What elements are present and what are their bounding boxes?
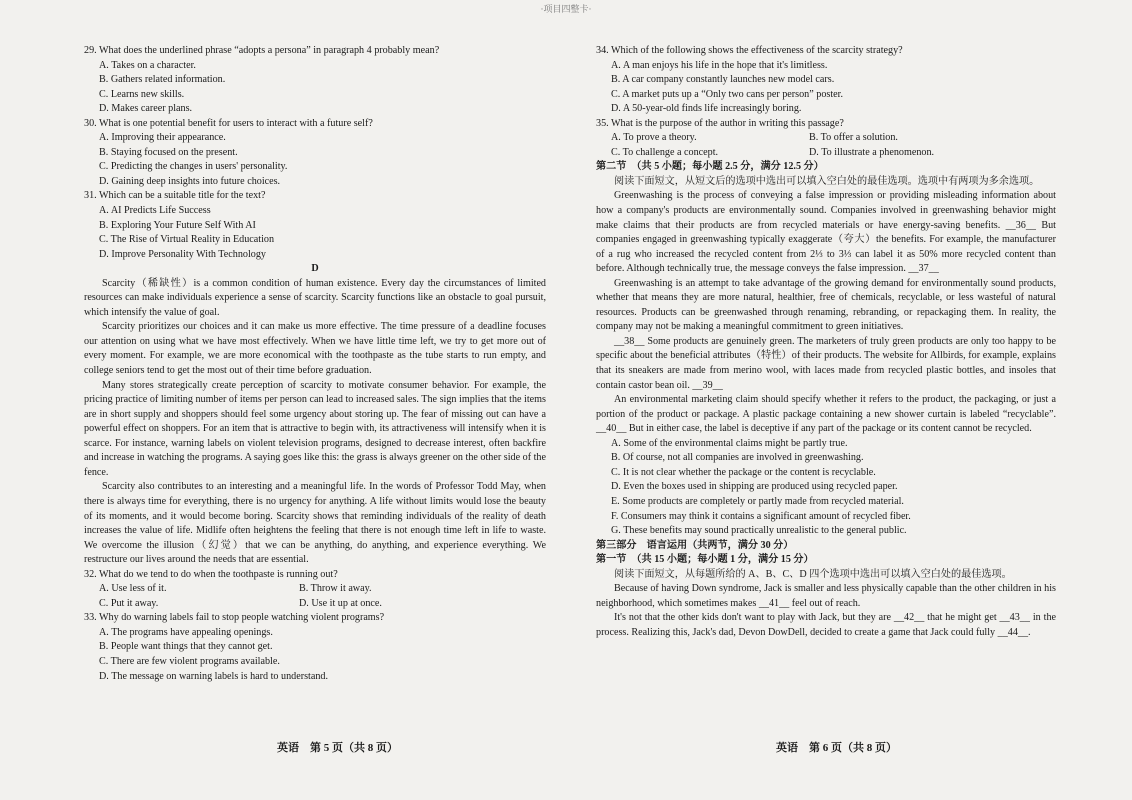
choice-c: C. It is not clear whether the package or the content is recyclable.	[611, 466, 876, 478]
question-31: 31. Which can be a suitable title for the text?	[84, 190, 266, 202]
section2-heading: 第二节 （共 5 小题；每小题 2.5 分，满分 12.5 分）	[596, 161, 824, 173]
cloze-paragraph-1: Because of having Down syndrome, Jack is smaller and less physically capable than the other children in his neighborhood, which sometimes makes __41__ feel out of reach.	[596, 583, 1056, 609]
option-32d: D. Use it up at once.	[299, 597, 382, 609]
option-32a: A. Use less of it.	[99, 583, 167, 595]
option-30a: A. Improving their appearance.	[99, 132, 226, 144]
section2-instruction: 阅读下面短文，从短文后的选项中选出可以填入空白处的最佳选项。选项中有两项为多余选项。	[614, 175, 1040, 187]
option-29c: C. Learns new skills.	[99, 88, 185, 100]
page-footer-left: 英语 第 5 页（共 8 页）	[277, 742, 398, 754]
section1-heading: 第一节 （共 15 小题；每小题 1 分，满分 15 分）	[596, 554, 814, 566]
greenwashing-paragraph-1: Greenwashing is the process of conveying a false impression or providing misleading information about how a company's products are environmentally sound. Companies involved in greenwashing behavior might make claims that their products are from recycled materials or have energy-saving benefits. __36__ But companies engaged in greenwashing typically exaggerate（夸大）the benefits. For example, the manufacturer of a rug who increased the recycled content from 2⅓ to 3⅓ can label it as 50% more recycled content than before. Although technically true, the message conveys the false impression. __37__	[596, 190, 1056, 275]
header-mark: ·项目四整卡·	[540, 4, 592, 14]
question-33: 33. Why do warning labels fail to stop people watching violent programs?	[84, 612, 385, 624]
question-32: 32. What do we tend to do when the toothpaste is running out?	[84, 568, 338, 580]
option-33d: D. The message on warning labels is hard to understand.	[99, 670, 328, 682]
right-column	[596, 44, 1056, 640]
question-29: 29. What does the underlined phrase “adopts a persona” in paragraph 4 probably mean?	[84, 45, 440, 56]
question-34: 34. Which of the following shows the effectiveness of the scarcity strategy?	[596, 45, 903, 56]
option-34b: B. A car company constantly launches new model cars.	[611, 74, 835, 86]
passage-d-paragraph: Scarcity（稀缺性）is a common condition of human existence. Every day the circumstances of limited resources can make individuals experience a sense of scarcity. Scarcity functions like an obstacle to goal pursuit, which intensify the value of goal.	[84, 277, 546, 318]
passage-d-paragraph: Scarcity also contributes to an interesting and a meaningful life. In the words of Professor Todd May, when there is always time for everything, there is no urgency for anything. A life without limits would lose the beauty of its moments, and it would become boring. Scarcity shows that reminding individuals of the reality of death increases the value of life. Midlife often heightens the feeling that there is not enough time left in life to waste. We overcome the illusion（幻觉）that we can be anything, do anything, and experience everything. We restructure our lives around the needs that are essential.	[84, 481, 546, 566]
option-34c: C. A market puts up a “Only two cans per person” poster.	[611, 88, 843, 100]
option-33b: B. People want things that they cannot get.	[99, 641, 273, 653]
option-33a: A. The programs have appealing openings.	[99, 626, 273, 638]
option-35b: B. To offer a solution.	[809, 132, 898, 144]
option-35c: C. To challenge a concept.	[611, 146, 719, 158]
choice-e: E. Some products are completely or partly made from recycled material.	[611, 495, 904, 507]
option-34a: A. A man enjoys his life in the hope that it's limitless.	[611, 59, 828, 71]
greenwashing-paragraph-3: __38__ Some products are genuinely green. The marketers of truly green products are only too happy to be specific about the beneficial attributes（特性）of their products. The website for Allbirds, for example, explains that its sneakers are made from merino wool, with laces made from recycled plastic bottles, and insoles that contain castor bean oil. __39__	[596, 335, 1056, 391]
option-32c: C. Put it away.	[99, 597, 159, 609]
option-31d: D. Improve Personality With Technology	[99, 248, 266, 260]
option-29b: B. Gathers related information.	[99, 74, 226, 86]
left-column	[84, 44, 546, 684]
section1-instruction: 阅读下面短文，从每题所给的 A、B、C、D 四个选项中选出可以填入空白处的最佳选项。	[614, 568, 1012, 580]
option-29d: D. Makes career plans.	[99, 103, 193, 115]
option-31c: C. The Rise of Virtual Reality in Education	[99, 234, 275, 246]
option-30b: B. Staying focused on the present.	[99, 146, 238, 158]
greenwashing-paragraph-4: An environmental marketing claim should specify whether it refers to the product, the packaging, or just a portion of the product or package. A plastic package containing a new shower curtain is labeled “recyclable”. __40__ But in either case, the label is deceptive if any part of the package or its content cannot be recycled.	[596, 394, 1056, 435]
option-33c: C. There are few violent programs available.	[99, 655, 280, 667]
choice-b: B. Of course, not all companies are involved in greenwashing.	[611, 452, 864, 464]
option-31a: A. AI Predicts Life Success	[99, 205, 211, 217]
option-35d: D. To illustrate a phenomenon.	[809, 146, 935, 158]
option-31b: B. Exploring Your Future Self With AI	[99, 219, 256, 231]
question-35: 35. What is the purpose of the author in writing this passage?	[596, 117, 844, 129]
options-32-row2	[99, 597, 546, 612]
section-d-title: D	[311, 263, 319, 275]
choice-f: F. Consumers may think it contains a significant amount of recycled fiber.	[611, 510, 911, 522]
option-29a: A. Takes on a character.	[99, 59, 196, 71]
greenwashing-paragraph-2: Greenwashing is an attempt to take advantage of the growing demand for environmentally sound products, whether that means they are more natural, healthier, free of chemicals, recyclable, or less wasteful of natural resources. Products can be greenwashed through renaming, rebranding, or repackaging them. In reality, the company may not be making a meaningful commitment to green initiatives.	[596, 277, 1056, 333]
choice-g: G. These benefits may sound practically unrealistic to the general public.	[611, 525, 907, 537]
options-35-row2	[611, 146, 1056, 161]
option-34d: D. A 50-year-old finds life increasingly boring.	[611, 103, 802, 115]
options-32-row1	[99, 582, 546, 597]
choice-d: D. Even the boxes used in shipping are produced using recycled paper.	[611, 481, 898, 493]
options-35-row1	[611, 131, 1056, 146]
option-35a: A. To prove a theory.	[611, 132, 697, 144]
option-30d: D. Gaining deep insights into future choices.	[99, 175, 281, 187]
passage-d-paragraph: Scarcity prioritizes our choices and it can make us more effective. The time pressure of a deadline focuses our attention on using what we have most effectively. When we have little time left, we try to get more out of every moment. For example, we are more economical with the toothpaste as the tube starts to run empty, and college seniors tend to get the most out of their time before graduation.	[84, 321, 546, 377]
option-32b: B. Throw it away.	[299, 583, 372, 595]
choice-a: A. Some of the environmental claims might be partly true.	[611, 437, 848, 449]
option-30c: C. Predicting the changes in users' personality.	[99, 161, 288, 173]
part3-heading: 第三部分 语言运用（共两节，满分 30 分）	[596, 539, 794, 551]
question-30: 30. What is one potential benefit for users to interact with a future self?	[84, 117, 373, 129]
cloze-paragraph-2: It's not that the other kids don't want to play with Jack, but they are __42__ that he might get __43__ in the process. Realizing this, Jack's dad, Devon DowDell, decided to create a game that Jack could fully __44__.	[596, 612, 1056, 638]
passage-d-paragraph: Many stores strategically create perception of scarcity to motivate consumer behavior. For example, the pricing practice of limiting number of items per person can lead to increased sales. The sign implies that the items are in short supply and shoppers should feel some urgency about storing up. The fear of missing out can have a powerful effect on shoppers. For an item that is attractive to begin with, its attractiveness will intensify when it is scarce. For instance, warning labels on violent television programs, designed to decrease interest, often backfire and increase in watching the programs. A saying goes like this: the grass is always greener on the other side of the fence.	[84, 379, 546, 478]
page-footer-right: 英语 第 6 页（共 8 页）	[776, 742, 897, 754]
